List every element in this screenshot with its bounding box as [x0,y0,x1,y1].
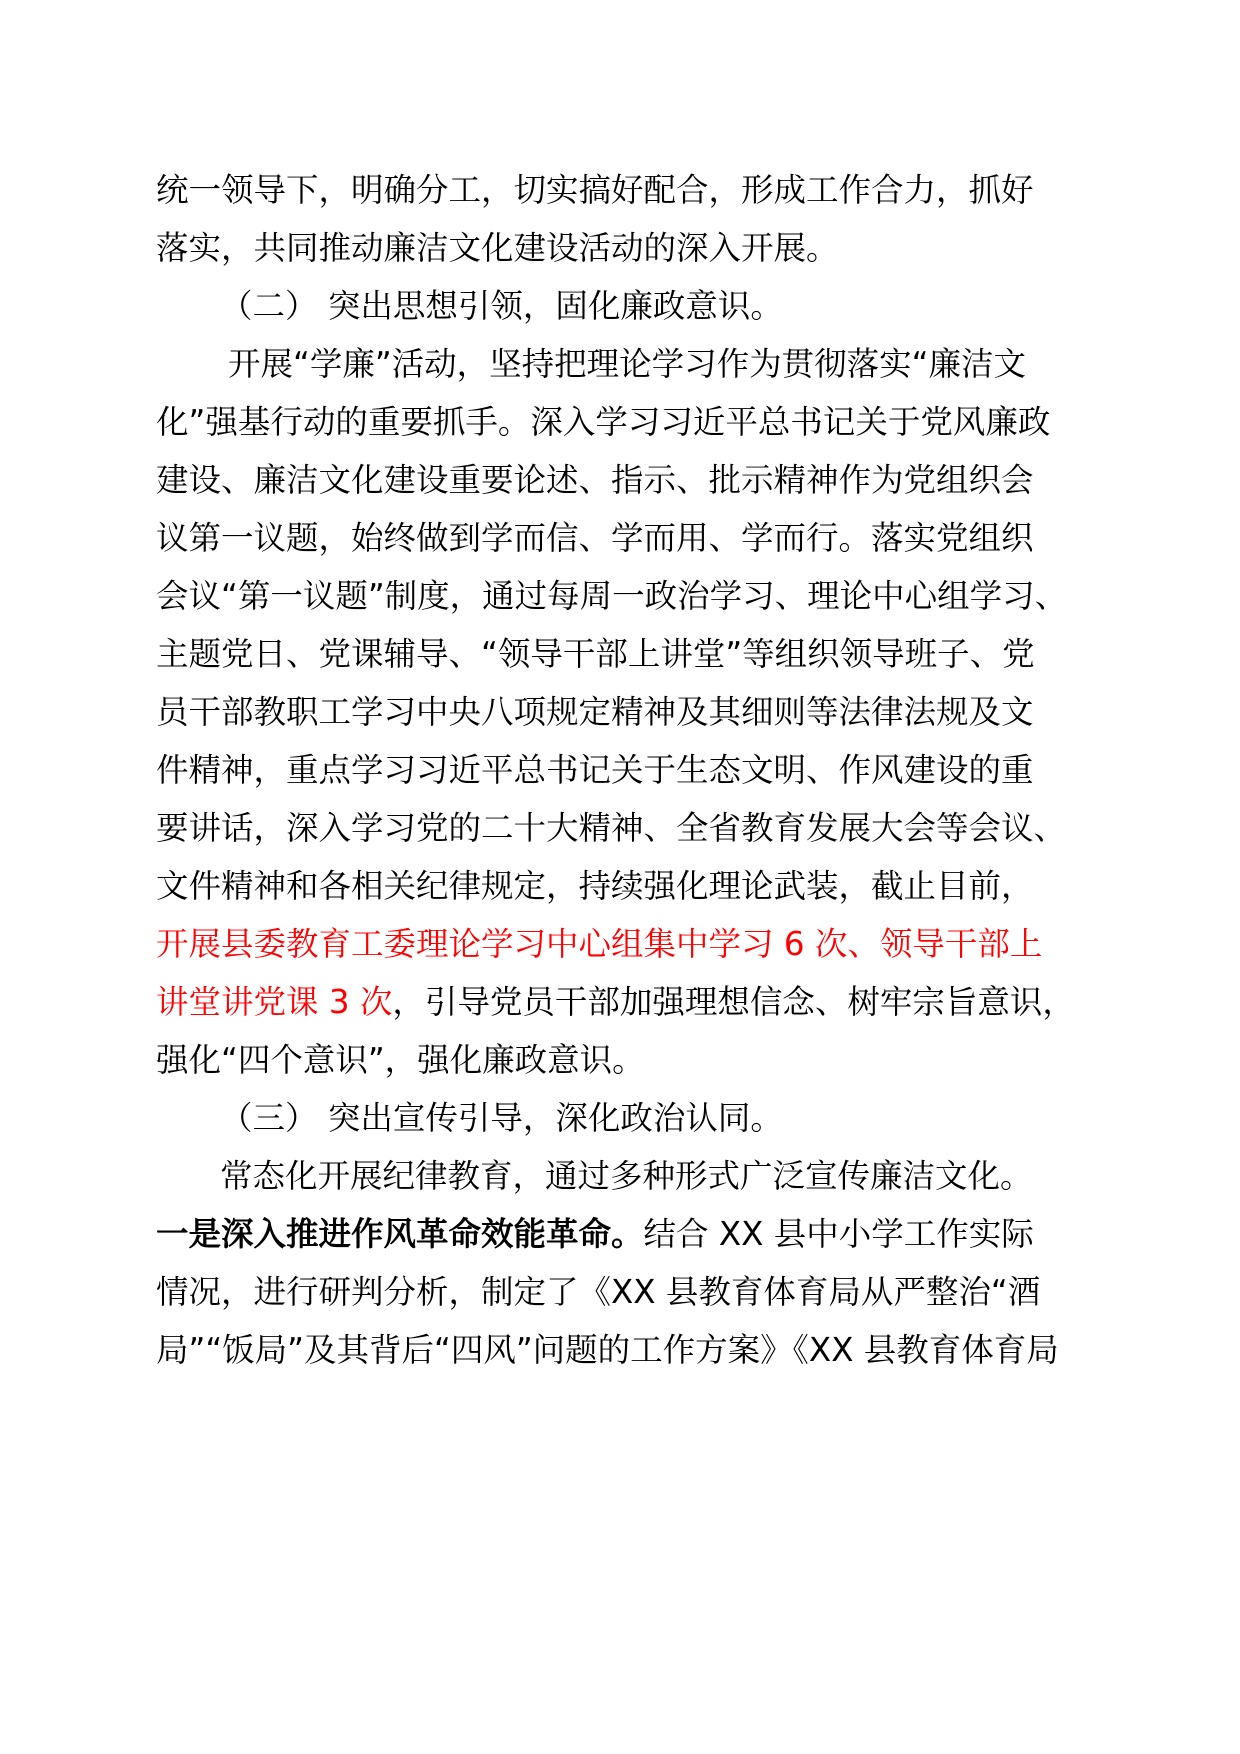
paragraph-line: 落实，共同推动廉洁文化建设活动的深入开展。 [156,229,839,267]
paragraph-line: 建设、廉洁文化建设重要论述、指示、批示精神作为党组织会 [156,461,1034,499]
paragraph-line [156,1212,1086,1258]
paragraph-line: 要讲话，深入学习党的二十大精神、全省教育发展大会等会议、 [156,809,1067,847]
paragraph-line: 化”强基行动的重要抓手。深入学习习近平总书记关于党风廉政 [156,403,1051,441]
paragraph-line: 常态化开展纪律教育，通过多种形式广泛宣传廉洁文化。 [220,1157,1033,1195]
highlighted-text: 讲堂讲党课 3 次 [156,983,393,1021]
paragraph-line: 员干部教职工学习中央八项规定精神及其细则等法律法规及文 [156,693,1034,731]
bold-lead-text: 一是深入推进作风革命效能革命。 [156,1215,644,1253]
paragraph-line: 主题党日、党课辅导、“领导干部上讲堂”等组织领导班子、党 [156,635,1035,673]
paragraph-line: 会议“第一议题”制度，通过每周一政治学习、理论中心组学习、 [156,577,1068,615]
section-heading-2: （二） 突出思想引领，固化廉政意识。 [220,287,783,325]
paragraph-line: 件精神，重点学习习近平总书记关于生态文明、作风建设的重 [156,751,1034,789]
paragraph-line: 议第一议题，始终做到学而信、学而用、学而行。落实党组织 [156,519,1034,557]
paragraph-text: ，引导党员干部加强理想信念、树牢宗旨意识， [392,983,1075,1021]
paragraph-line: 局”“饭局”及其背后“四风”问题的工作方案》《XX 县教育体育局 [156,1331,1059,1369]
highlighted-line: 开展县委教育工委理论学习中心组集中学习 6 次、领导干部上 [156,925,1043,963]
paragraph-text: 结合 XX 县中小学工作实际 [643,1215,1034,1253]
paragraph-line: 统一领导下，明确分工，切实搞好配合，形成工作合力，抓好 [156,171,1034,209]
paragraph-line: 开展“学廉”活动，坚持把理论学习作为贯彻落实“廉洁文 [228,345,1027,383]
paragraph-line: 情况，进行研判分析，制定了《XX 县教育体育局从严整治“酒 [156,1273,1041,1311]
paragraph-line: 强化“四个意识”，强化廉政意识。 [156,1041,645,1079]
section-heading-3: （三） 突出宣传引导，深化政治认同。 [220,1099,783,1137]
paragraph-line: 文件精神和各相关纪律规定，持续强化理论武装，截止目前， [156,867,1034,905]
paragraph-line [156,980,1086,1026]
